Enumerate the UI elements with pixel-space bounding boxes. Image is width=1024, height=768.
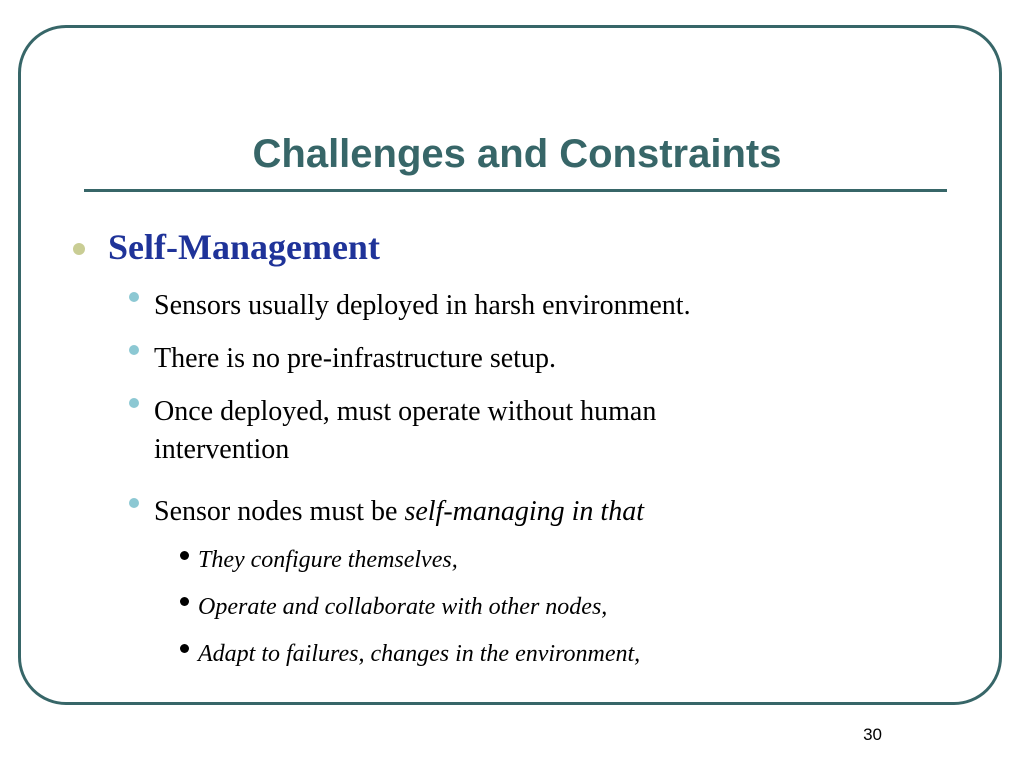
sub-list-item: They configure themselves, [198, 547, 458, 573]
list-item [154, 390, 894, 472]
list-item-emphasis: self-managing in that [404, 496, 644, 527]
bullet-dot-icon [180, 551, 189, 560]
list-item-line: intervention [154, 434, 290, 465]
list-item: There is no pre-infrastructure setup. [154, 343, 556, 374]
sub-list-item: Operate and collaborate with other nodes, [198, 594, 608, 620]
bullet-dot-icon [129, 292, 139, 302]
bullet-dot-icon [129, 398, 139, 408]
list-item: Sensors usually deployed in harsh environment. [154, 290, 691, 321]
page-number: 30 [863, 725, 882, 744]
list-item [154, 490, 894, 534]
bullet-dot-icon [180, 597, 189, 606]
sub-list-item: Adapt to failures, changes in the environment, [198, 641, 641, 667]
title-divider [84, 189, 947, 192]
bullet-dot-icon [129, 498, 139, 508]
bullet-dot-icon [129, 345, 139, 355]
list-item-line: Once deployed, must operate without human [154, 396, 657, 427]
list-item-text: Sensor nodes must be [154, 496, 405, 527]
bullet-dot-icon [180, 644, 189, 653]
slide-title: Challenges and Constraints [252, 132, 782, 176]
bullet-dot-icon [73, 243, 85, 255]
heading-self-management: Self-Management [108, 227, 380, 267]
